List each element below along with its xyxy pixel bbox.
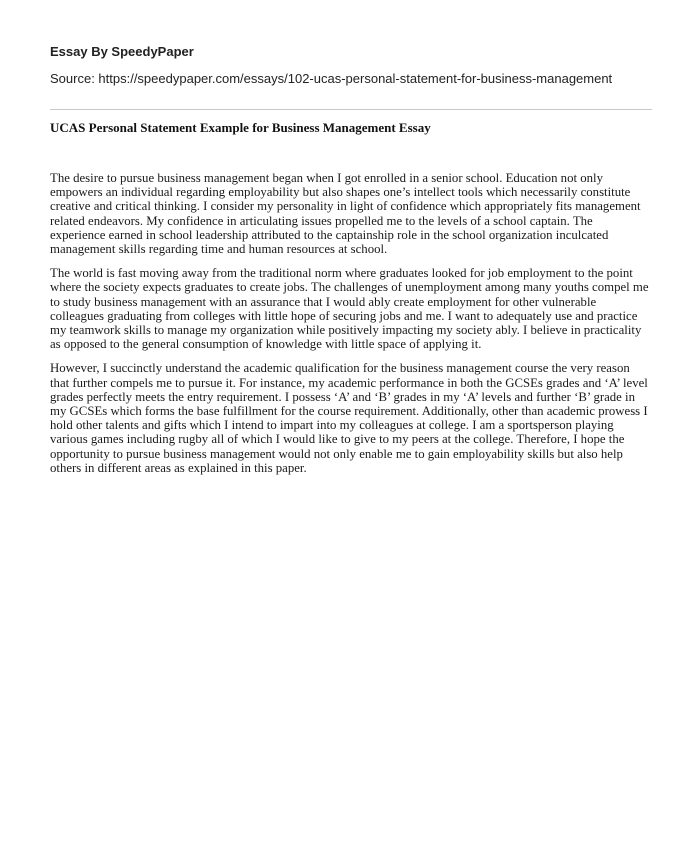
paragraph: The world is fast moving away from the traditional norm where graduates looked for job employment to the point where the society expects graduates to create jobs. The challenges of unemployment among many youths compel me to study business management with an assurance that I would ably create employment for other vulnerable colleagues graduating from colleges with little hope of securing jobs and me. I want to adequately use and practice my teamwork skills to manage my organization while positively impacting my society ably. I believe in practicality as opposed to the general consumption of knowledge with little space of applying it. <box>50 266 649 352</box>
paragraph: However, I succinctly understand the academic qualification for the business management course the very reason that further compels me to pursue it. For instance, my academic performance in both the GCSEs grades and ‘A’ level grades perfectly meets the entry requirement. I possess ‘A’ and ‘B’ grades in my ‘A’ levels and further ‘B’ grade in my GCSEs which forms the base fulfillment for the course requirement. Additionally, other than academic prowess I hold other talents and gifts which I intend to impart into my colleagues at college. I am a sportsperson playing various games including rugby all of which I would like to give to my peers at the college. Therefore, I hope the opportunity to pursue business management would not only enable me to gain employability skills but also help others in different areas as explained in this paper. <box>50 361 648 475</box>
divider <box>50 109 652 110</box>
essay-body <box>50 171 650 485</box>
essay-title: UCAS Personal Statement Example for Business Management Essay <box>50 120 431 135</box>
paragraph: The desire to pursue business management began when I got enrolled in a senior school. Education not only empowers an individual regarding employability but also shapes one’s intellect tools which necessarily constitute creative and critical thinking. I consider my personality in light of confidence which appropriately fits management related endeavors. My confidence in articulating issues propelled me to the levels of a school captain. The experience earned in school leadership attributed to the captainship role in the school organization inculcated management skills regarding time and human resources at school. <box>50 171 641 257</box>
source-line: Source: https://speedypaper.com/essays/102-ucas-personal-statement-for-business-management <box>50 71 613 86</box>
brand-heading: Essay By SpeedyPaper <box>50 44 194 59</box>
